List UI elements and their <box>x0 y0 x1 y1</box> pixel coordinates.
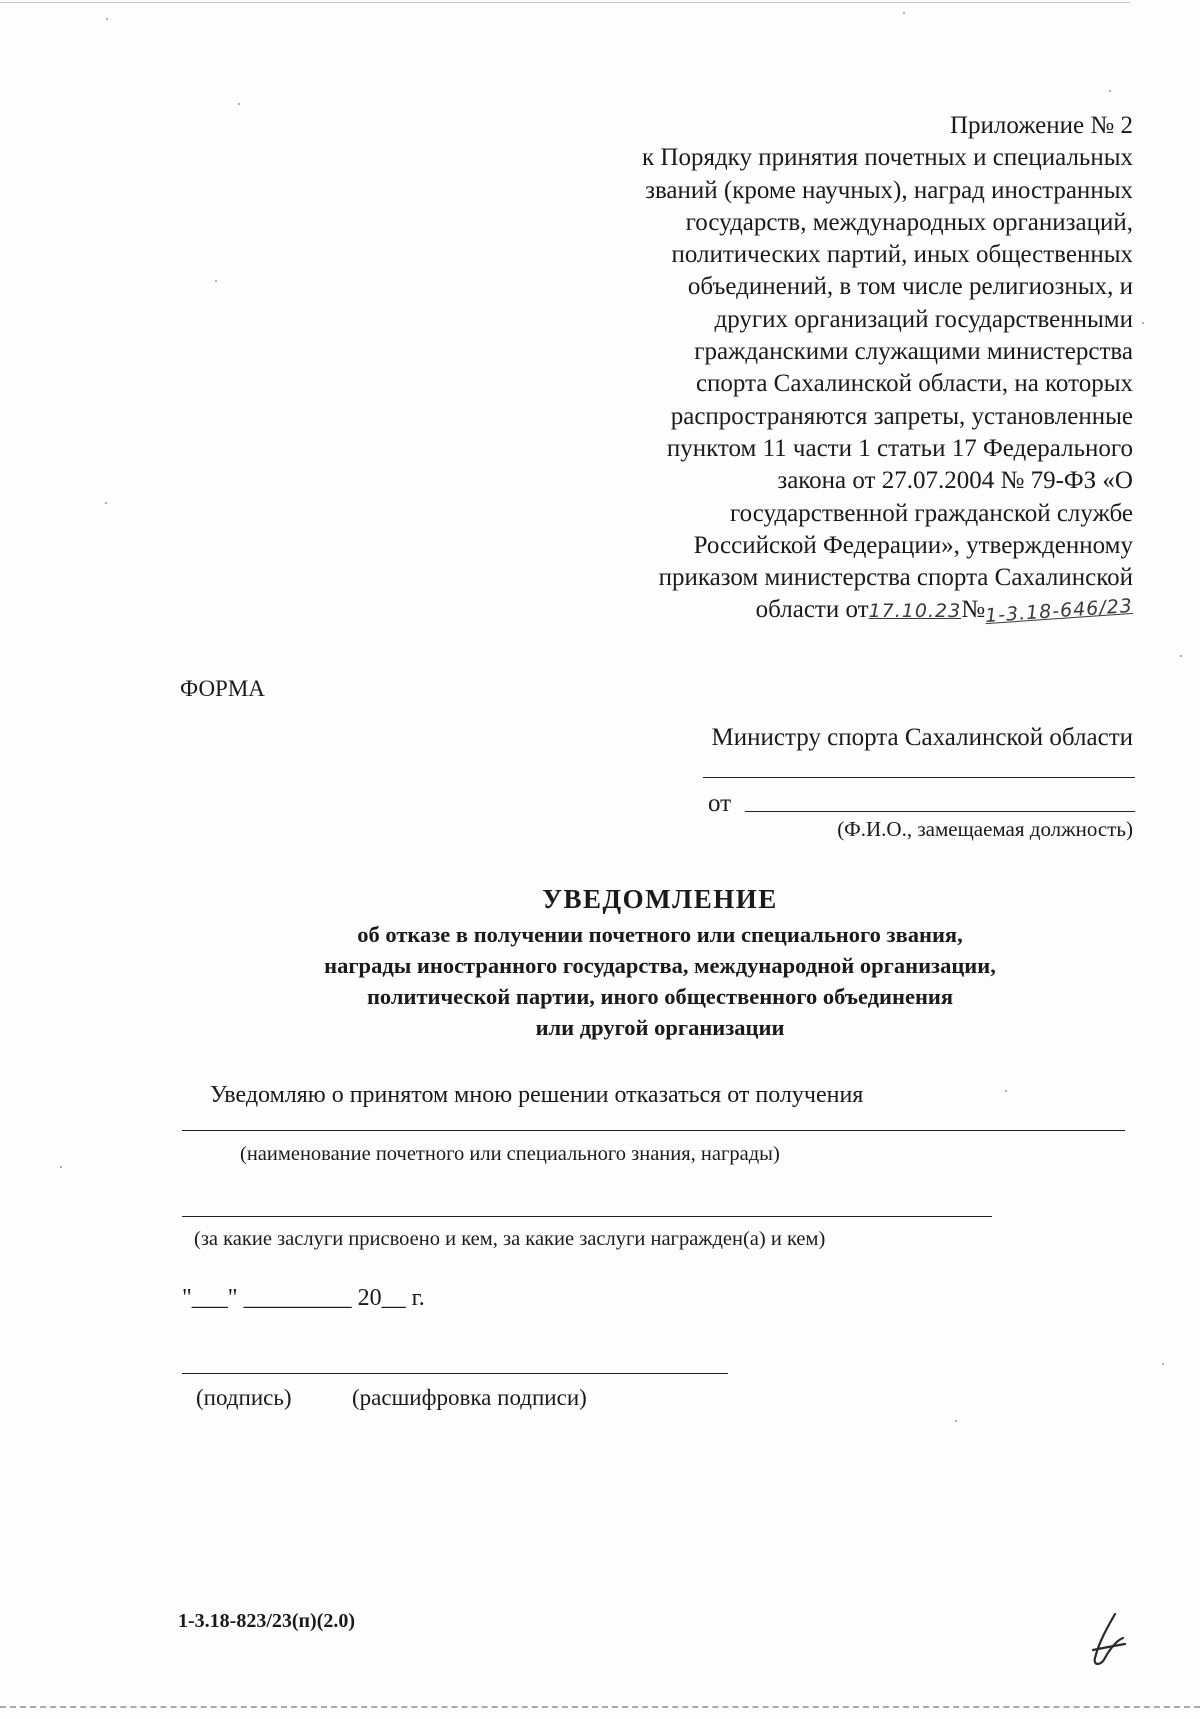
scan-speck <box>215 280 217 282</box>
signature-decoding-caption: (расшифровка подписи) <box>352 1385 587 1410</box>
appendix-line: политических партий, иных общественных <box>671 241 1133 269</box>
scan-speck <box>1109 90 1111 92</box>
appendix-line: Приложение № 2 <box>949 112 1133 139</box>
scan-bottom-edge <box>0 1706 1200 1708</box>
addressee-recipient: Министру спорта Сахалинской области <box>711 724 1133 751</box>
fio-caption: (Ф.И.О., замещаемая должность) <box>837 817 1133 841</box>
handwritten-order-date: 17.10.23 <box>868 600 962 623</box>
appendix-last-line-prefix: области от <box>755 596 869 624</box>
notice-subtitle-line: об отказе в получении почетного или специального звания, <box>357 922 963 947</box>
notice-subtitle-line: или другой организации <box>535 1015 785 1040</box>
scan-speck <box>903 12 905 14</box>
from-blank-line[interactable] <box>745 811 1135 812</box>
appendix-line: гражданскими служащими министерства <box>694 338 1133 366</box>
scan-speck <box>1162 1363 1164 1365</box>
notice-title: УВЕДОМЛЕНИЕ <box>542 884 778 914</box>
scan-speck <box>1142 322 1144 324</box>
appendix-line: Российской Федерации», утвержденному <box>693 531 1133 559</box>
handwritten-initial-mark <box>1085 1610 1135 1670</box>
appendix-line: званий (кроме научных), наград иностранных <box>645 176 1133 204</box>
appendix-line: пунктом 11 части 1 статьи 17 Федерального <box>666 434 1133 462</box>
scan-speck <box>60 1166 62 1168</box>
notice-subtitle-line: политической партии, иного общественного объединения <box>366 984 954 1009</box>
scan-speck <box>238 103 240 105</box>
addressee-blank-line[interactable] <box>703 777 1135 778</box>
appendix-line: государственной гражданской службе <box>729 499 1133 527</box>
appendix-last-line <box>513 594 1133 627</box>
appendix-line: спорта Сахалинской области, на которых <box>695 370 1133 398</box>
appendix-line: приказом министерства спорта Сахалинской <box>658 564 1133 592</box>
scan-speck <box>1180 655 1182 657</box>
merits-caption: (за какие заслуги присвоено и кем, за какие заслуги награжден(а) и кем) <box>194 1228 826 1250</box>
award-name-blank-line[interactable] <box>182 1130 1125 1131</box>
date-blank[interactable]: "___" _________ 20__ г. <box>182 1285 425 1311</box>
handwritten-order-number: 1-3.18-646/23 <box>984 595 1134 628</box>
signature-blank-line[interactable] <box>182 1373 728 1374</box>
appendix-line: распространяются запреты, установленные <box>670 402 1133 430</box>
appendix-line: закона от 27.07.2004 № 79-ФЗ «О <box>777 467 1133 495</box>
appendix-line: объединений, в том числе религиозных, и <box>687 273 1133 301</box>
appendix-line: государств, международных организаций, <box>685 208 1133 236</box>
number-sign: № <box>961 596 986 624</box>
appendix-header <box>513 110 1133 628</box>
scan-speck <box>955 1420 957 1422</box>
from-prefix: от <box>708 790 732 817</box>
scan-speck <box>105 502 107 504</box>
merits-blank-line[interactable] <box>182 1216 992 1217</box>
refusal-statement: Уведомляю о принятом мною решении отказаться от получения <box>210 1082 864 1108</box>
award-name-caption: (наименование почетного или специального знания, награды) <box>240 1143 780 1165</box>
appendix-line: к Порядку принятия почетных и специальных <box>642 144 1133 172</box>
scan-speck <box>1005 1090 1007 1092</box>
document-code: 1-3.18-823/23(п)(2.0) <box>178 1610 356 1632</box>
notice-subtitle <box>210 919 1110 1043</box>
form-label: ФОРМА <box>180 676 265 701</box>
notice-subtitle-line: награды иностранного государства, международной организации, <box>324 953 996 978</box>
appendix-line: других организаций государственными <box>714 305 1133 333</box>
scan-speck <box>106 18 108 20</box>
scan-top-edge <box>0 2 1130 3</box>
signature-caption: (подпись) <box>196 1385 292 1410</box>
